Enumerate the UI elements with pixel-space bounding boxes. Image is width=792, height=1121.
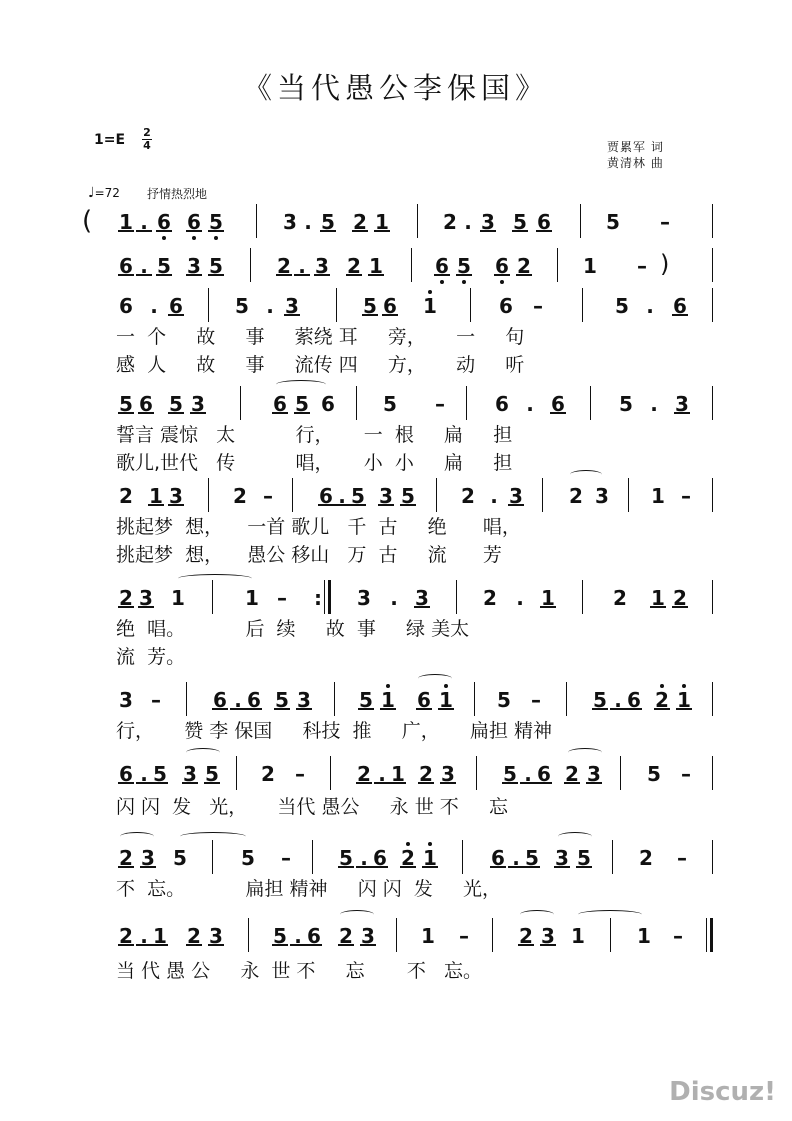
- note: 3: [357, 586, 371, 610]
- note: 3: [136, 586, 156, 610]
- staff-row-4: [0, 392, 792, 422]
- slur: [568, 748, 602, 757]
- note: 5: [522, 846, 542, 870]
- note: 6: [492, 254, 512, 278]
- note: 6: [304, 924, 324, 948]
- note: 6: [488, 846, 508, 870]
- staff-row-7: [0, 688, 792, 718]
- note: 3: [166, 484, 186, 508]
- note: 5: [116, 392, 136, 416]
- note: .: [134, 210, 154, 234]
- time-sig-bottom: 4: [143, 139, 151, 152]
- note: 1: [571, 924, 585, 948]
- note: 2: [336, 924, 356, 948]
- note: 5: [615, 294, 629, 318]
- composer-credit: 黄清林 曲: [607, 156, 664, 170]
- note: 1: [146, 484, 166, 508]
- note: 6: [534, 210, 554, 234]
- note: 5: [336, 846, 356, 870]
- note: 5: [202, 762, 222, 786]
- note: 3: [584, 762, 604, 786]
- note: 2: [670, 586, 690, 610]
- note: .: [134, 254, 154, 278]
- note: .: [134, 762, 154, 786]
- note: 6: [380, 294, 400, 318]
- note: 3: [188, 392, 208, 416]
- note: –: [681, 484, 691, 508]
- lyric-line: 歌儿,世代 传 唱， 小 小 扁 担: [116, 452, 513, 474]
- note: .: [516, 586, 524, 610]
- staff-row-3: [0, 294, 792, 324]
- note: 2: [652, 688, 672, 712]
- note: –: [531, 688, 541, 712]
- note: 5: [497, 688, 511, 712]
- note: 5: [383, 392, 397, 416]
- note: .: [608, 688, 628, 712]
- note: 2: [119, 484, 133, 508]
- note: –: [281, 846, 291, 870]
- note: 2: [116, 924, 136, 948]
- note: –: [660, 210, 670, 234]
- note: .: [506, 846, 526, 870]
- note: 3: [595, 484, 609, 508]
- note: 3: [376, 484, 396, 508]
- note: .: [150, 294, 158, 318]
- note: .: [134, 924, 154, 948]
- note: 6: [670, 294, 690, 318]
- note: .: [354, 846, 374, 870]
- repeat-open-paren: (: [82, 206, 93, 236]
- note: 2: [184, 924, 204, 948]
- staff-row-9: [0, 846, 792, 876]
- note: 3: [184, 254, 204, 278]
- note: .: [390, 586, 398, 610]
- lyric-line: 一 个 故 事 萦绕 耳 旁， 一 句: [116, 326, 525, 348]
- slur: [520, 910, 554, 919]
- note: 6: [270, 392, 290, 416]
- note: 6: [154, 210, 174, 234]
- note: 3: [672, 392, 692, 416]
- note: 2: [443, 210, 457, 234]
- note: –: [533, 294, 543, 318]
- note: 6: [370, 846, 390, 870]
- note: 2: [354, 762, 374, 786]
- note: 1: [420, 846, 440, 870]
- note: 5: [241, 846, 255, 870]
- note: .: [526, 392, 534, 416]
- note: 5: [206, 254, 226, 278]
- note: .: [292, 254, 312, 278]
- note: 5: [647, 762, 661, 786]
- staff-row-1: [0, 206, 792, 240]
- note: 1: [436, 688, 456, 712]
- note: 2: [516, 924, 536, 948]
- note: 2: [483, 586, 497, 610]
- lyric-line: 誓言 震惊 太 行， 一 根 扁 担: [116, 424, 513, 446]
- note: 2: [461, 484, 475, 508]
- note: 5: [619, 392, 633, 416]
- note: 2: [569, 484, 583, 508]
- note: 6: [184, 210, 204, 234]
- note: .: [518, 762, 538, 786]
- lyric-line: 挑起梦 想， 愚公 移山 万 古 流 芳: [116, 544, 502, 566]
- note: 5: [454, 254, 474, 278]
- note: 6: [116, 762, 136, 786]
- lyric-line: 感 人 故 事 流传 四 方， 动 听: [116, 354, 525, 376]
- note: 6: [499, 294, 513, 318]
- note: 2: [562, 762, 582, 786]
- note: 2: [261, 762, 275, 786]
- time-sig-top: 2: [143, 126, 151, 139]
- note: 1: [366, 254, 386, 278]
- note: 5: [154, 254, 174, 278]
- note: 5: [606, 210, 620, 234]
- note: 3: [206, 924, 226, 948]
- note: 6: [321, 392, 335, 416]
- slur: [178, 574, 252, 583]
- note: .: [650, 392, 658, 416]
- note: 5: [398, 484, 418, 508]
- tempo-value: =72: [94, 186, 120, 200]
- repeat-close-paren: ): [660, 250, 670, 278]
- note: 5: [206, 210, 226, 234]
- note: 5: [270, 924, 290, 948]
- note: 5: [574, 846, 594, 870]
- note: 6: [119, 294, 133, 318]
- note: 3: [538, 924, 558, 948]
- note: 2: [639, 846, 653, 870]
- note: 5: [235, 294, 249, 318]
- note: 3: [119, 688, 133, 712]
- note: 6: [414, 688, 434, 712]
- note: 5: [356, 688, 376, 712]
- note: 2: [116, 586, 136, 610]
- note: –: [681, 762, 691, 786]
- note: 2: [274, 254, 294, 278]
- time-signature: [142, 128, 152, 151]
- note: 3: [138, 846, 158, 870]
- note: 5: [318, 210, 338, 234]
- note: 2: [116, 846, 136, 870]
- note: 6: [316, 484, 336, 508]
- note: 1: [150, 924, 170, 948]
- slur: [120, 832, 154, 841]
- note: 3: [283, 210, 297, 234]
- slur: [180, 832, 246, 841]
- note: 2: [514, 254, 534, 278]
- note: –: [295, 762, 305, 786]
- note: .: [372, 762, 392, 786]
- note: 2: [416, 762, 436, 786]
- note: 5: [590, 688, 610, 712]
- repeat-sign: :: [314, 586, 322, 610]
- staff-row-2: [0, 250, 792, 284]
- note: 5: [272, 688, 292, 712]
- song-title: 《当代愚公李保国》: [242, 71, 549, 105]
- note: 1: [372, 210, 392, 234]
- note: 5: [360, 294, 380, 318]
- lyric-line: 当 代 愚 公 永 世 不 忘 不 忘。: [116, 960, 483, 982]
- note: .: [646, 294, 654, 318]
- note: 1: [171, 586, 185, 610]
- note: 1: [637, 924, 651, 948]
- note: –: [151, 688, 161, 712]
- note: 3: [358, 924, 378, 948]
- note: 1: [245, 586, 259, 610]
- note: 2: [233, 484, 247, 508]
- note: –: [677, 846, 687, 870]
- slur: [418, 674, 452, 683]
- note: 5: [150, 762, 170, 786]
- note: 1: [116, 210, 136, 234]
- note: 3: [506, 484, 526, 508]
- note: 3: [412, 586, 432, 610]
- note: 3: [552, 846, 572, 870]
- note: 6: [210, 688, 230, 712]
- note: 2: [613, 586, 627, 610]
- note: 6: [495, 392, 509, 416]
- note: .: [266, 294, 274, 318]
- note: 1: [648, 586, 668, 610]
- lyric-line: 不 忘。 扁担 精神 闪 闪 发 光，: [116, 878, 502, 900]
- note: .: [490, 484, 498, 508]
- note: 2: [398, 846, 418, 870]
- watermark: Discuz!: [669, 1077, 776, 1107]
- note: 3: [282, 294, 302, 318]
- staff-row-8: [0, 762, 792, 792]
- staff-row-6: [0, 586, 792, 616]
- note: 5: [348, 484, 368, 508]
- note: –: [263, 484, 273, 508]
- note: –: [637, 254, 647, 278]
- note: 5: [292, 392, 312, 416]
- note: –: [277, 586, 287, 610]
- note: 2: [350, 210, 370, 234]
- note: 1: [420, 294, 440, 318]
- slur: [340, 910, 374, 919]
- expression-mark: 抒情热烈地: [147, 187, 208, 201]
- note: 5: [510, 210, 530, 234]
- note: .: [288, 924, 308, 948]
- slur: [186, 748, 220, 757]
- note: 6: [548, 392, 568, 416]
- note: 2: [344, 254, 364, 278]
- key-signature: 1=E: [94, 132, 126, 148]
- staff-row-10: [0, 924, 792, 954]
- note: 6: [534, 762, 554, 786]
- lyric-line: 绝 唱。 后 续 故 事 绿 美太: [116, 618, 470, 640]
- lyricist-credit: 贾累军 词: [607, 140, 664, 154]
- slur: [558, 832, 592, 841]
- lyric-line: 挑起梦 想， 一首 歌儿 千 古 绝 唱，: [116, 516, 521, 538]
- note: 1: [674, 688, 694, 712]
- lyric-line: 行， 赞 李 保国 科技 推 广， 扁担 精神: [116, 720, 552, 742]
- note: .: [464, 210, 472, 234]
- note: 1: [651, 484, 665, 508]
- note: –: [673, 924, 683, 948]
- note: 6: [166, 294, 186, 318]
- tempo-mark: [88, 185, 120, 201]
- note: 1: [538, 586, 558, 610]
- note: 1: [388, 762, 408, 786]
- note: 6: [116, 254, 136, 278]
- note: 6: [136, 392, 156, 416]
- lyric-line: 流 芳。: [116, 646, 186, 668]
- note: 3: [438, 762, 458, 786]
- slur: [276, 380, 326, 389]
- note: 1: [421, 924, 435, 948]
- note: 5: [166, 392, 186, 416]
- note: 3: [294, 688, 314, 712]
- note: 1: [378, 688, 398, 712]
- note: .: [304, 210, 312, 234]
- note: 1: [583, 254, 597, 278]
- note: .: [332, 484, 352, 508]
- staff-row-5: [0, 484, 792, 514]
- slur: [570, 470, 602, 479]
- note: 6: [624, 688, 644, 712]
- note: –: [459, 924, 469, 948]
- note: 6: [432, 254, 452, 278]
- lyric-line: 闪 闪 发 光， 当代 愚公 永 世 不 忘: [116, 796, 508, 818]
- note: 3: [478, 210, 498, 234]
- note: 3: [180, 762, 200, 786]
- note: 5: [173, 846, 187, 870]
- note: 6: [244, 688, 264, 712]
- quarter-note-icon: ♩: [88, 185, 95, 201]
- note: –: [435, 392, 445, 416]
- note: 5: [500, 762, 520, 786]
- note: 3: [312, 254, 332, 278]
- note: .: [228, 688, 248, 712]
